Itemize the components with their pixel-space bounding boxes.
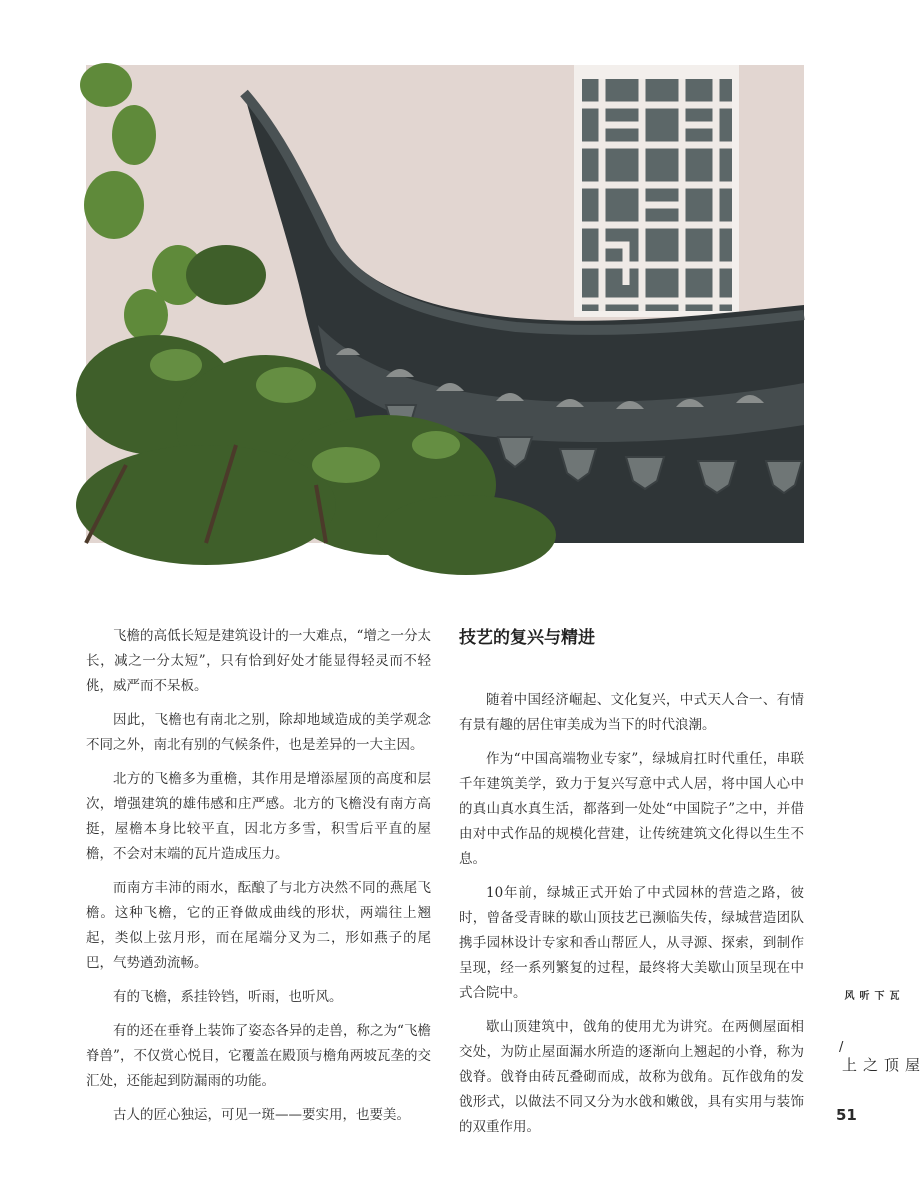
left-column [86,624,431,1137]
paragraph: 10年前，绿城正式开始了中式园林的营造之路，彼时，曾备受青睐的歇山顶技艺已濒临失传，绿城营造团队携手园林设计专家和香山帮匠人，从寻源、探索，到制作呈现，经一系列繁复的过程，最终将大美歇山顶呈现在中式合院中。 [459,885,804,1001]
paragraph: 而南方丰沛的雨水，酝酿了与北方决然不同的燕尾飞檐。这种飞檐，它的正脊做成曲线的形状，两端往上翘起，类似上弦月形，而在尾端分叉为二，形如燕子的尾巴，气势遒劲流畅。 [86,880,431,971]
paragraph: 有的还在垂脊上装饰了姿态各异的走兽，称之为“飞檐脊兽”，不仅赏心悦目，它覆盖在殿顶与檐角两坡瓦垄的交汇处，还能起到防漏雨的功能。 [86,1023,431,1089]
section-heading: 技艺的复兴与精进 [459,628,595,648]
paragraph: 随着中国经济崛起、文化复兴，中式天人合一、有情有景有趣的居住审美成为当下的时代浪潮。 [459,692,804,733]
lattice-window [574,65,739,317]
paragraph: 作为“中国高端物业专家”，绿城肩扛时代重任，串联千年建筑美学，致力于复兴写意中式人居，将中国人心中的真山真水真生活，都落到一处处“中国院子”之中，并借由对中式作品的规模化营建，让传统建筑文化得以生生不息。 [459,751,804,867]
right-column [459,624,804,1149]
paragraph: 北方的飞檐多为重檐，其作用是增添屋顶的高度和层次，增强建筑的雄伟感和庄严感。北方的飞檐没有南方高挺，屋檐本身比较平直，因北方多雪，积雪后平直的屋檐，不会对末端的瓦片造成压力。 [86,771,431,862]
section-divider: / [839,1040,844,1055]
section-title: 屋顶之上 [840,1057,921,1073]
paragraph: 有的飞檐，系挂铃铛，听雨，也听风。 [113,989,343,1005]
section-label-small: 瓦下听风 [842,990,898,1000]
paragraph: 飞檐的高低长短是建筑设计的一大难点，“增之一分太长，减之一分太短”，只有恰到好处才能显得轻灵而不轻佻，威严而不呆板。 [86,628,431,694]
roof-eave-photo [86,65,804,543]
paragraph: 因此，飞檐也有南北之别，除却地域造成的美学观念不同之外，南北有别的气候条件，也是差异的一大主因。 [86,712,431,753]
page-number: 51 [836,1106,857,1124]
paragraph: 歇山顶建筑中，戗角的使用尤为讲究。在两侧屋面相交处，为防止屋面漏水所造的逐渐向上翘起的小脊，称为戗脊。戗脊由砖瓦叠砌而成，故称为戗角。瓦作戗角的发戗形式，以做法不同又分为水戗和嫩戗，具有实用与装饰的双重作用。 [459,1019,804,1135]
paragraph: 古人的匠心独运，可见一斑——要实用，也要美。 [113,1107,410,1123]
